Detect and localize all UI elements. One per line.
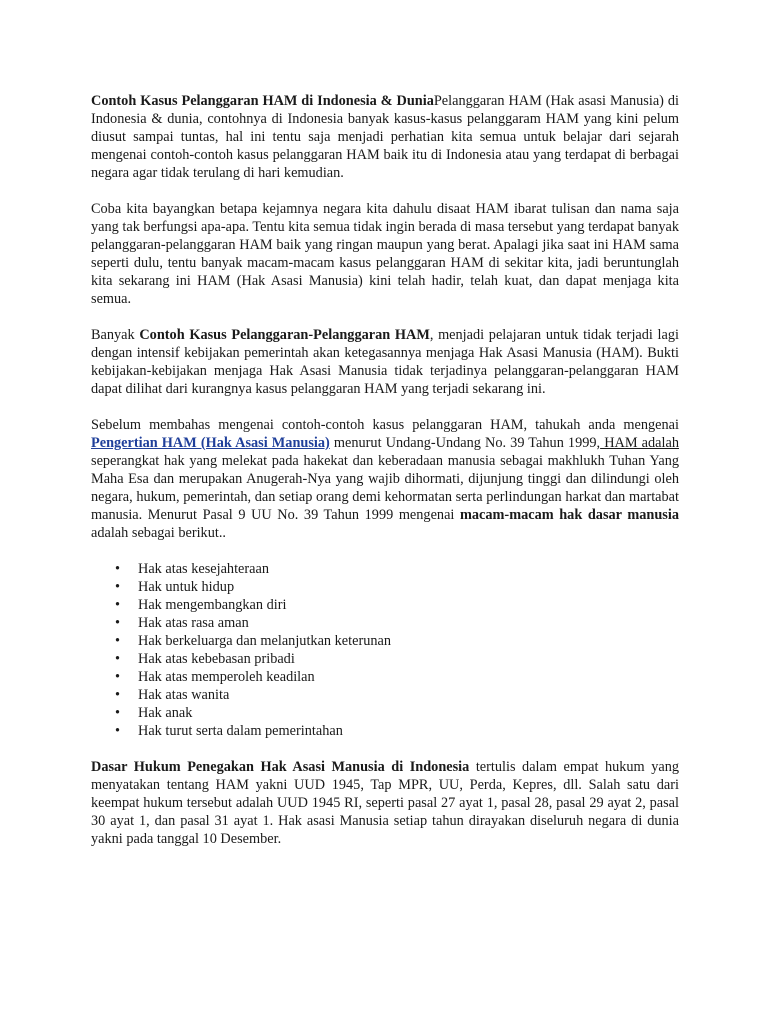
list-item-label: Hak atas wanita [138, 687, 230, 703]
bullet-icon: • [115, 633, 121, 649]
list-item [91, 704, 679, 722]
bullet-icon: • [115, 579, 121, 595]
list-item [91, 722, 679, 740]
ham-adalah-underlined: HAM adalah [600, 435, 679, 451]
paragraph-policy-bold: Contoh Kasus Pelanggaran-Pelanggaran HAM [139, 327, 430, 343]
list-item-label: Hak turut serta dalam pemerintahan [138, 723, 343, 739]
bullet-icon: • [115, 723, 121, 739]
paragraph-policy-body: , menjadi pelajaran untuk tidak terjadi lagi dengan intensif kebijakan pemerintah akan ketegasannya menjaga Hak Asasi Manusia (HAM). Bukti kebijakan-kebijakan menjaga Hak Asasi Manusia tidak terjadinya pelanggaran-pelanggaran HAM dapat dilihat dari kurangnya kasus pelanggaran HAM yang terjadi sekarang ini. [91, 327, 679, 397]
list-item-label: Hak atas rasa aman [138, 615, 249, 631]
basic-rights-list [91, 560, 679, 740]
list-item-label: Hak anak [138, 705, 193, 721]
bullet-icon: • [115, 615, 121, 631]
list-item-label: Hak atas memperoleh keadilan [138, 669, 315, 685]
list-item [91, 650, 679, 668]
paragraph-legal-basis-bold: Dasar Hukum Penegakan Hak Asasi Manusia di Indonesia [91, 759, 470, 775]
pengertian-ham-link[interactable]: Pengertian HAM (Hak Asasi Manusia) [91, 435, 330, 451]
paragraph-legal-basis [91, 758, 679, 848]
paragraph-intro [91, 92, 679, 182]
list-item-label: Hak untuk hidup [138, 579, 235, 595]
paragraph-definition-mid: menurut Undang-Undang No. 39 Tahun 1999, [329, 435, 601, 451]
list-item [91, 668, 679, 686]
paragraph-policy [91, 326, 679, 398]
list-item [91, 614, 679, 632]
paragraph-intro-body: Pelanggaran HAM (Hak asasi Manusia) di Indonesia & dunia, contohnya di Indonesia banyak kasus-kasus pelanggaram HAM yang kini pelum diusut sampai tuntas, hal ini tentu saja menjadi perhatian kita semua untuk belajar dari sejarah mengenai contoh-contoh kasus pelanggaran HAM baik itu di Indonesia atau yang terdapat di berbagai negara agar tidak terulang di hari kemudian. [91, 93, 679, 181]
list-item-label: Hak atas kebebasan pribadi [138, 651, 295, 667]
paragraph-definition-bold: macam-macam hak dasar manusia [459, 507, 679, 523]
paragraph-definition-body: seperangkat hak yang melekat pada hakekat dan keberadaan manusia sebagai makhlukh Tuhan Yang Maha Esa dan merupakan Anugerah-Nya yang wajib dihormati, dijunjung tinggi dan dilindungi oleh negara, hukum, pemerintah, dan setiap orang demi kehormatan serta perlindungan harkat dan martabat manusia. Menurut Pasal 9 UU No. 39 Tahun 1999 mengenai [91, 453, 679, 523]
article-title: Contoh Kasus Pelanggaran HAM di Indonesia & Dunia [91, 93, 434, 109]
bullet-icon: • [115, 705, 121, 721]
paragraph-legal-basis-body: tertulis dalam empat hukum yang menyatakan tentang HAM yakni UUD 1945, Tap MPR, UU, Perda, Kepres, dll. Salah satu dari keempat hukum tersebut adalah UUD 1945 RI, seperti pasal 27 ayat 1, pasal 28, pasal 29 ayat 2, pasal 30 ayat 1, dan pasal 31 ayat 1. Hak asasi Manusia setiap tahun dirayakan diseluruh negara di dunia yakni pada tanggal 10 Desember. [91, 759, 679, 847]
paragraph-definition-intro: Sebelum membahas mengenai contoh-contoh kasus pelanggaran HAM, tahukah anda mengenai [91, 417, 679, 433]
bullet-icon: • [115, 669, 121, 685]
paragraph-definition [91, 416, 679, 542]
paragraph-history-body: Coba kita bayangkan betapa kejamnya negara kita dahulu disaat HAM ibarat tulisan dan nama saja yang tak berfungsi apa-apa. Tentu kita semua tidak ingin berada di masa tersebut yang terdapat banyak pelanggaran-pelanggaran HAM baik yang ringan maupun yang berat. Apalagi jika saat ini HAM sama seperti dulu, tentu banyak macam-macam kasus pelanggaran HAM di sekitar kita, jadi beruntunglah kita sekarang ini HAM (Hak Asasi Manusia) kini telah hadir, telah kuat, dan dapat menjaga kita semua. [91, 201, 679, 307]
list-item-label: Hak atas kesejahteraan [138, 561, 269, 577]
list-item [91, 686, 679, 704]
bullet-icon: • [115, 597, 121, 613]
paragraph-policy-intro: Banyak [91, 327, 140, 343]
bullet-icon: • [115, 561, 121, 577]
list-item [91, 578, 679, 596]
list-item [91, 560, 679, 578]
list-item-label: Hak berkeluarga dan melanjutkan keterunan [138, 633, 392, 649]
list-item [91, 596, 679, 614]
document-page [91, 92, 679, 866]
paragraph-history [91, 200, 679, 308]
paragraph-definition-end: adalah sebagai berikut.. [91, 525, 226, 541]
list-item-label: Hak mengembangkan diri [138, 597, 287, 613]
bullet-icon: • [115, 687, 121, 703]
list-item [91, 632, 679, 650]
bullet-icon: • [115, 651, 121, 667]
